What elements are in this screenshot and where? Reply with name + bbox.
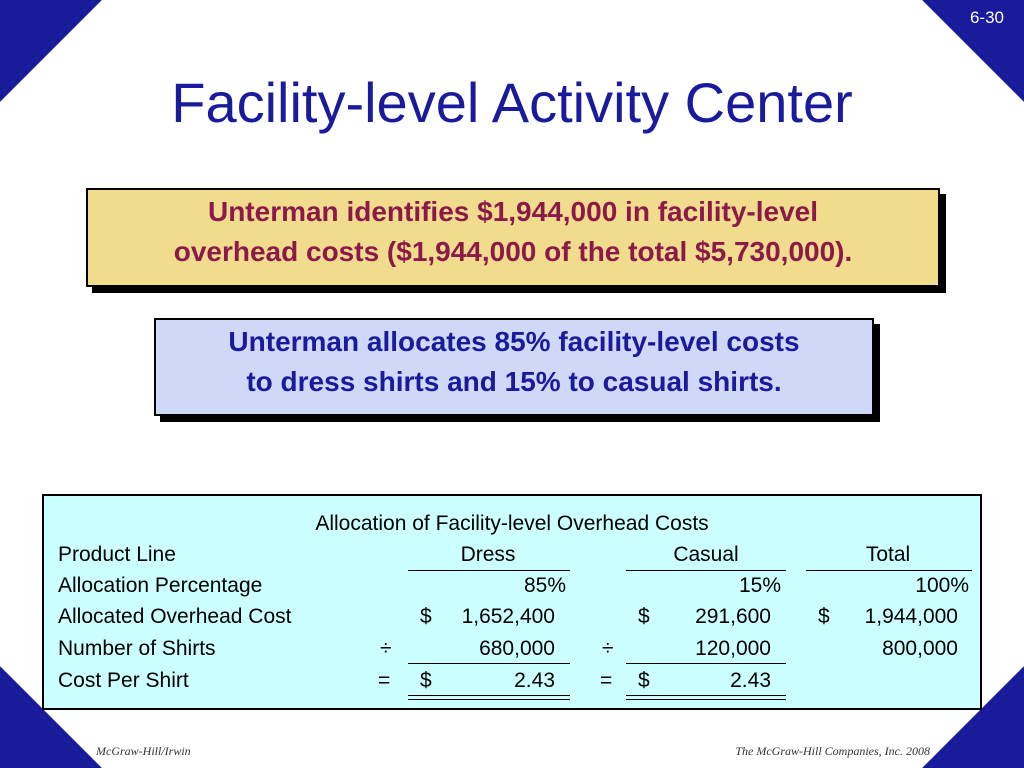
row-number-of-shirts-total: 800,000 <box>882 637 958 660</box>
cost-casual-double-underline-1 <box>626 695 786 696</box>
callout-allocation <box>154 318 874 416</box>
callout-facility-cost-line1: Unterman identifies $1,944,000 in facility-level <box>207 196 819 227</box>
row-allocation-percentage-label: Allocation Percentage <box>58 574 263 597</box>
row-allocated-cost-total: 1,944,000 <box>864 605 958 628</box>
row-allocation-percentage-dress: 85% <box>523 574 566 597</box>
row-allocated-cost-casual-dollar: $ <box>638 605 650 628</box>
row-cost-per-shirt-dress: 2.43 <box>514 669 555 692</box>
header-total: Total <box>865 543 911 566</box>
slide-title: Facility-level Activity Center <box>171 71 853 134</box>
row-cost-per-shirt-casual-operator: = <box>600 669 613 692</box>
shirts-dress-underline <box>408 663 570 664</box>
header-product-line: Product Line <box>58 543 176 566</box>
row-number-of-shirts-dress-operator: ÷ <box>380 637 392 660</box>
callout-facility-cost-line2: overhead costs ($1,944,000 of the total $5,730,000). <box>173 236 853 267</box>
row-cost-per-shirt-label: Cost Per Shirt <box>58 669 189 692</box>
footer-publisher: McGraw-Hill/Irwin <box>96 744 191 758</box>
allocation-table <box>42 494 982 710</box>
row-number-of-shirts-casual: 120,000 <box>695 637 771 660</box>
cost-dress-double-underline-2 <box>408 699 570 700</box>
row-cost-per-shirt-casual: 2.43 <box>730 669 771 692</box>
table-title: Allocation of Facility-level Overhead Costs <box>315 512 709 535</box>
row-allocated-cost-label: Allocated Overhead Cost <box>58 605 292 628</box>
slide-number: 6-30 <box>969 8 1004 27</box>
row-number-of-shirts-label: Number of Shirts <box>58 637 216 660</box>
row-cost-per-shirt-casual-dollar: $ <box>638 669 650 692</box>
row-cost-per-shirt-dress-operator: = <box>378 669 391 692</box>
footer-copyright: The McGraw-Hill Companies, Inc. 2008 <box>735 744 930 758</box>
header-casual-underline <box>626 570 786 571</box>
row-allocation-percentage-total: 100% <box>915 574 969 597</box>
row-allocated-cost-total-dollar: $ <box>818 605 830 628</box>
row-allocated-cost-dress-dollar: $ <box>420 605 432 628</box>
callout-facility-cost <box>86 188 940 287</box>
row-allocated-cost-dress: 1,652,400 <box>461 605 555 628</box>
row-cost-per-shirt-dress-dollar: $ <box>420 669 432 692</box>
row-number-of-shirts-casual-operator: ÷ <box>602 637 614 660</box>
header-casual: Casual <box>673 543 739 566</box>
header-total-underline <box>806 570 972 571</box>
callout-allocation-line1: Unterman allocates 85% facility-level costs <box>228 326 800 357</box>
shirts-casual-underline <box>626 663 786 664</box>
row-number-of-shirts-dress: 680,000 <box>479 637 555 660</box>
callout-allocation-line2: to dress shirts and 15% to casual shirts. <box>246 366 782 397</box>
row-allocated-cost-casual: 291,600 <box>695 605 771 628</box>
cost-dress-double-underline-1 <box>408 695 570 696</box>
cost-casual-double-underline-2 <box>626 699 786 700</box>
header-dress-underline <box>408 570 570 571</box>
row-allocation-percentage-casual: 15% <box>738 574 781 597</box>
header-dress: Dress <box>460 543 516 566</box>
